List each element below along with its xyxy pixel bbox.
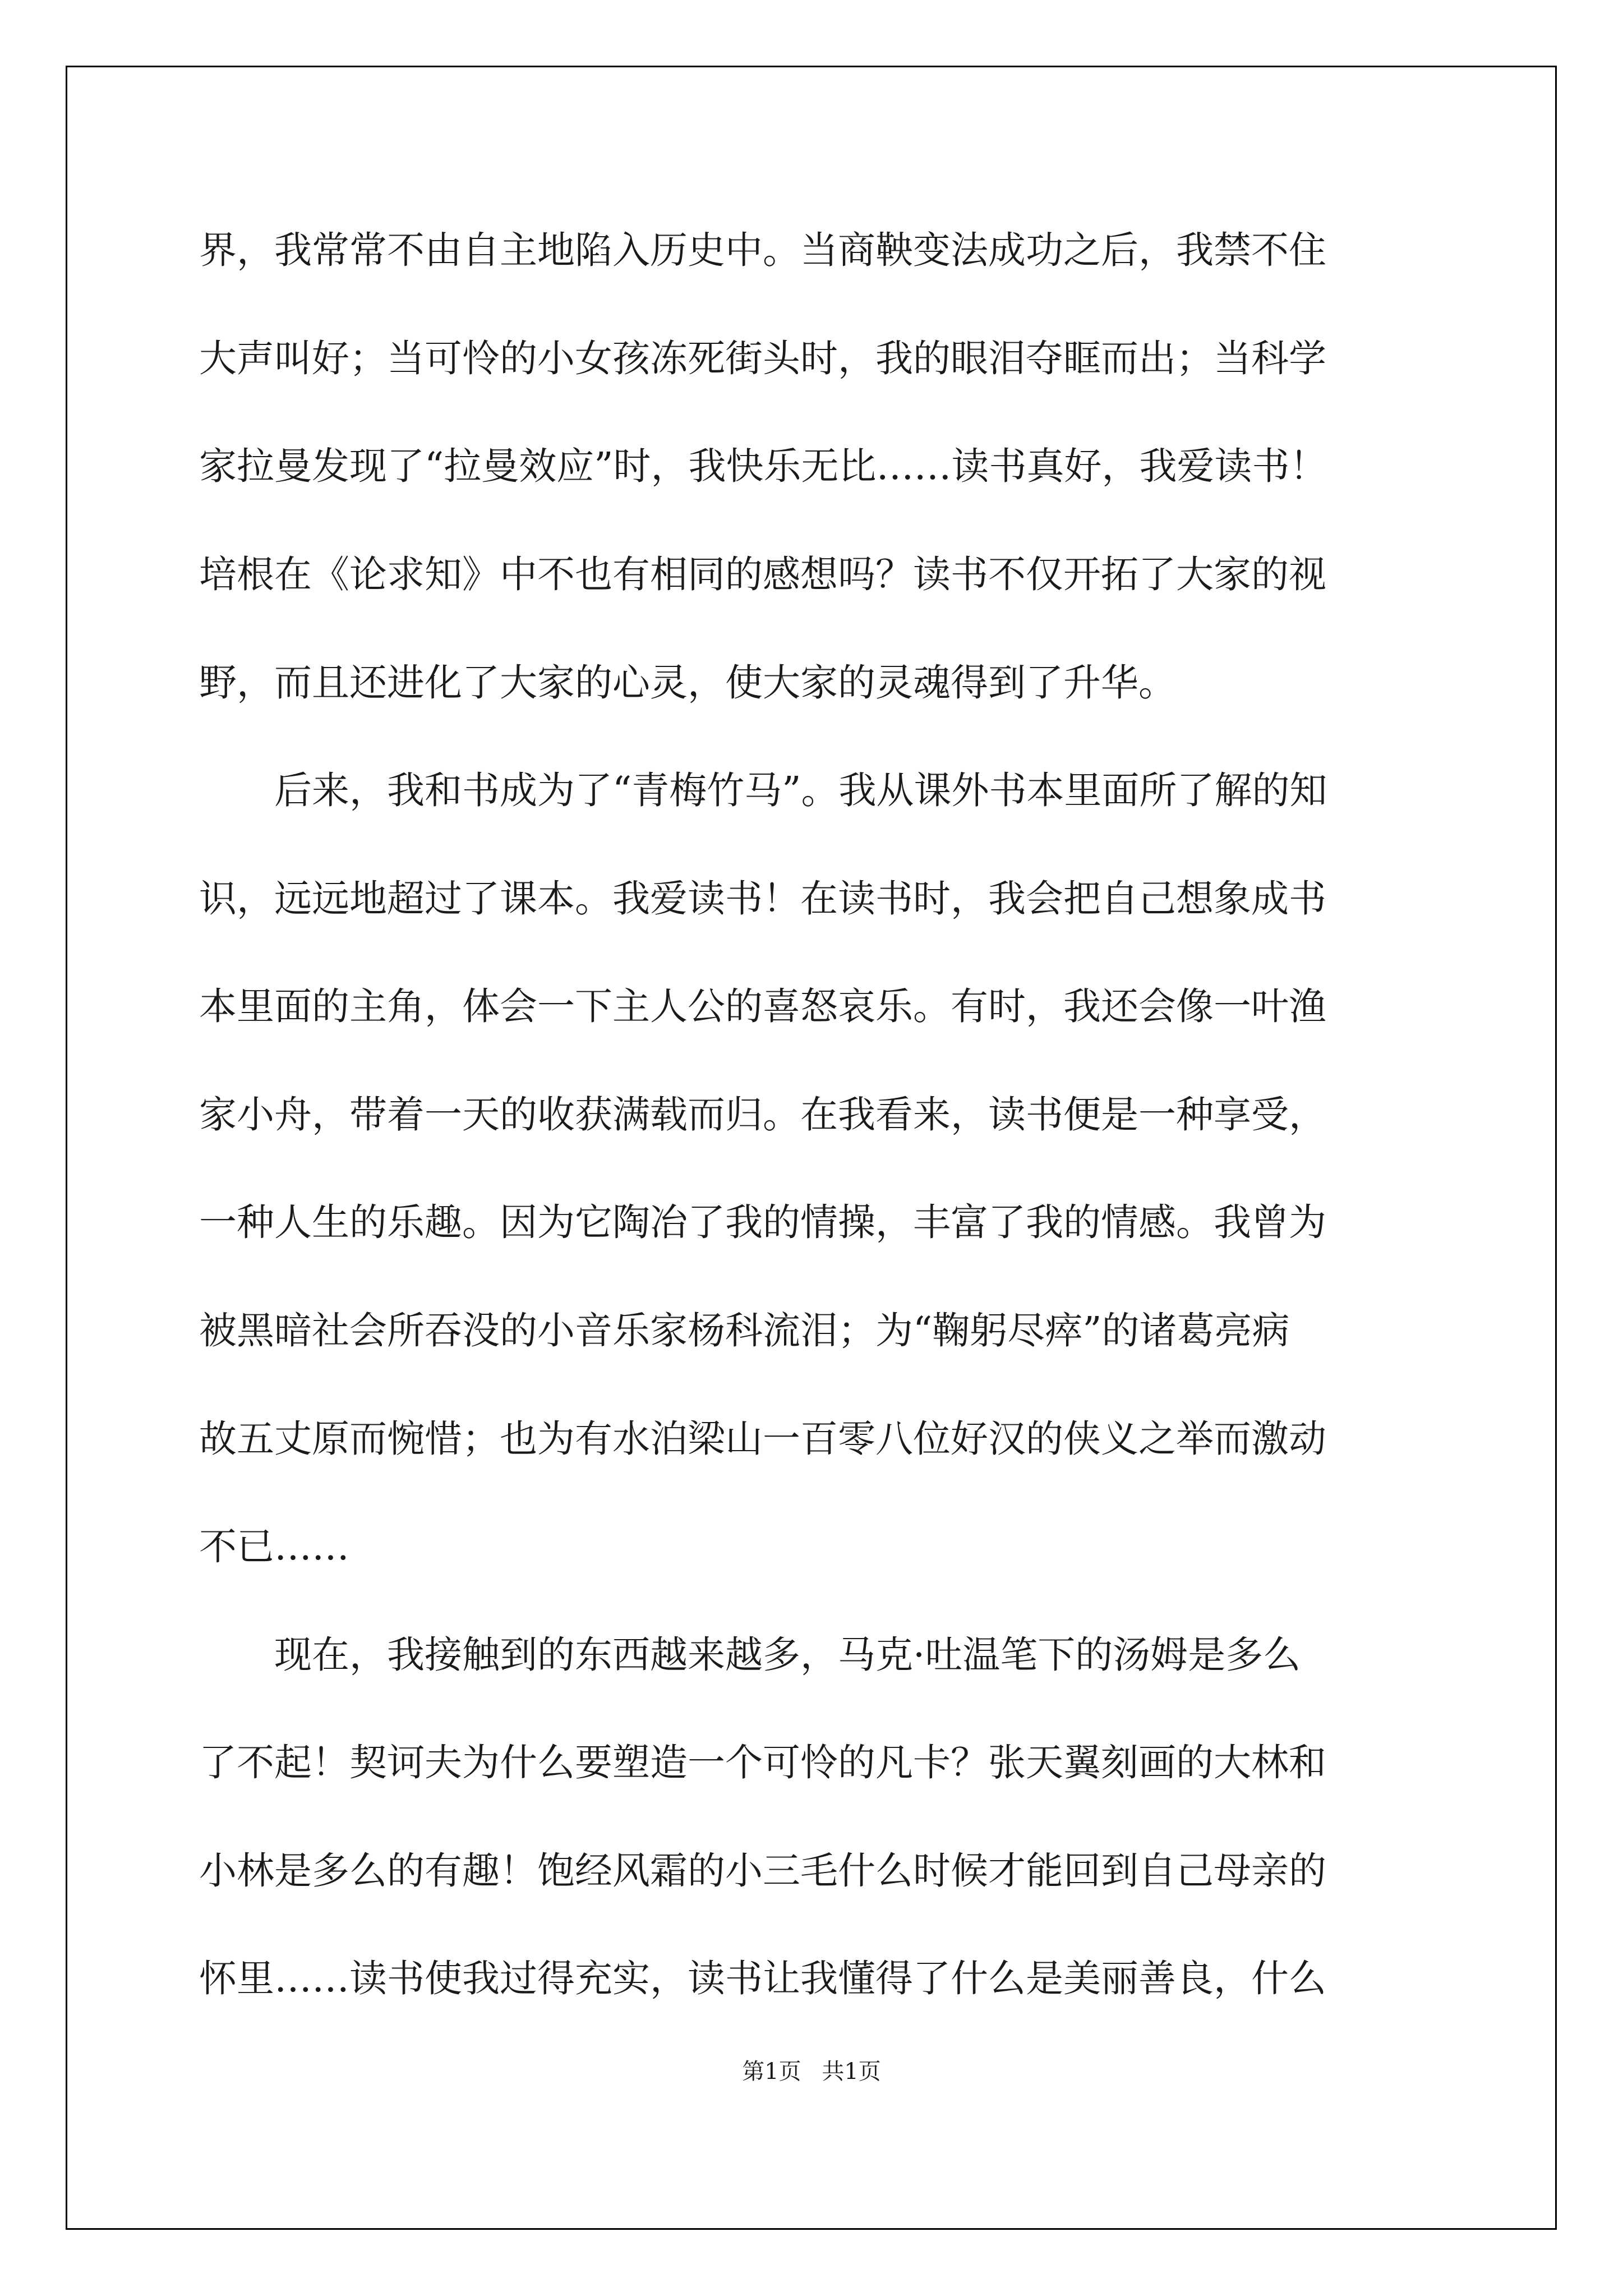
text-line: 不已…… bbox=[199, 1525, 349, 1568]
text-line: 界，我常常不由自主地陷入历史中。当商鞅变法成功之后，我禁不住 bbox=[199, 228, 1326, 272]
text-line: 本里面的主角，体会一下主人公的喜怒哀乐。有时，我还会像一叶渔 bbox=[199, 984, 1326, 1028]
page-total: 共1页 bbox=[822, 2059, 881, 2085]
text-line: 大声叫好；当可怜的小女孩冻死街头时，我的眼泪夺眶而出；当科学 bbox=[199, 337, 1326, 380]
page-footer bbox=[0, 2058, 1623, 2086]
text-line: 现在，我接触到的东西越来越多，马克·吐温笔下的汤姆是多么 bbox=[199, 1633, 1301, 1677]
text-line: 野，而且还进化了大家的心灵，使大家的灵魂得到了升华。 bbox=[199, 661, 1176, 705]
text-line: 家拉曼发现了“拉曼效应”时，我快乐无比……读书真好，我爱读书！ bbox=[199, 444, 1327, 488]
text-line: 一种人生的乐趣。因为它陶冶了我的情操，丰富了我的情感。我曾为 bbox=[199, 1200, 1326, 1244]
text-line: 识，远远地超过了课本。我爱读书！在读书时，我会把自己想象成书 bbox=[199, 877, 1326, 921]
text-line: 后来，我和书成为了“青梅竹马”。我从课外书本里面所了解的知 bbox=[199, 769, 1327, 812]
text-line: 故五丈原而惋惜；也为有水泊梁山一百零八位好汉的侠义之举而激动 bbox=[199, 1417, 1326, 1461]
text-line: 被黑暗社会所吞没的小音乐家杨科流泪；为“鞠躬尽瘁”的诸葛亮病 bbox=[199, 1309, 1290, 1352]
text-line: 培根在《论求知》中不也有相同的感想吗？读书不仅开拓了大家的视 bbox=[199, 553, 1326, 596]
text-line: 怀里……读书使我过得充实，读书让我懂得了什么是美丽善良，什么 bbox=[199, 1957, 1326, 2000]
text-line: 了不起！契诃夫为什么要塑造一个可怜的凡卡？张天翼刻画的大林和 bbox=[199, 1741, 1326, 1784]
text-line: 小林是多么的有趣！饱经风霜的小三毛什么时候才能回到自己母亲的 bbox=[199, 1849, 1326, 1893]
page-number: 第1页 bbox=[742, 2059, 801, 2085]
text-line: 家小舟，带着一天的收获满载而归。在我看来，读书便是一种享受， bbox=[199, 1093, 1326, 1137]
